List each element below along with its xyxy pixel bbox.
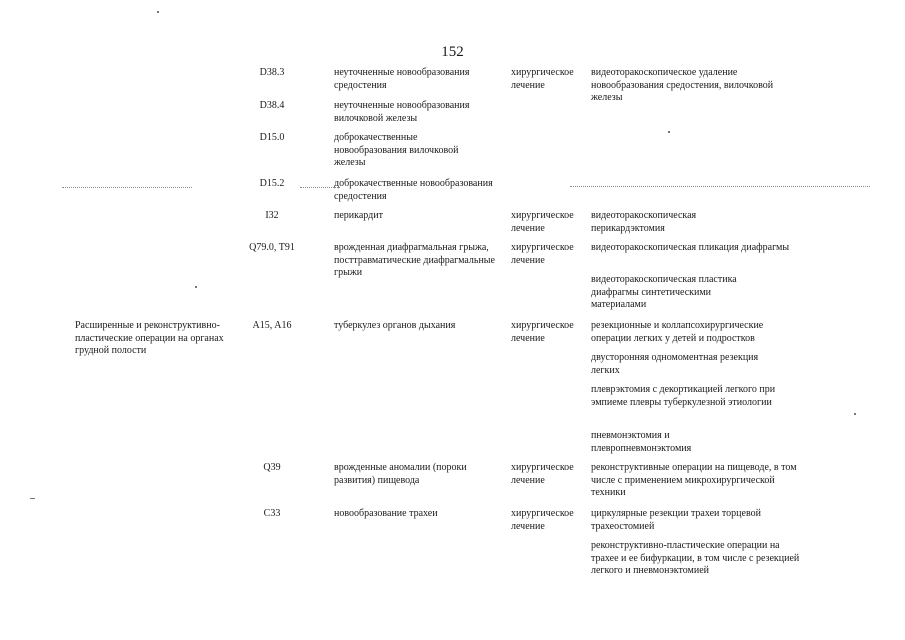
scan-artifact-line	[570, 186, 870, 188]
row-code: D15.0	[259, 132, 285, 143]
row-diagnosis: туберкулез органов дыхания	[334, 320, 456, 331]
page-number: 152	[441, 44, 464, 60]
row-diagnosis: доброкачественные новообразования средостения	[334, 178, 493, 202]
row-treatment-kind: хирургическое лечение	[511, 67, 574, 91]
row-code: D15.2	[259, 178, 285, 189]
row-treatment-kind: хирургическое лечение	[511, 320, 574, 344]
row-diagnosis: врожденные аномалии (пороки развития) пищевода	[334, 462, 467, 486]
row-code: C33	[263, 508, 281, 519]
row-method: пневмонэктомия и плевропневмонэктомия	[591, 430, 692, 454]
row-code: A15, A16	[252, 320, 292, 331]
row-method: реконструктивные операции на пищеводе, в том числе с применением микрохирургической техники	[591, 462, 797, 498]
scan-artifact-line	[62, 187, 192, 189]
scan-artifact-dot	[157, 11, 159, 13]
scan-artifact-line	[300, 187, 340, 189]
row-diagnosis: перикардит	[334, 210, 383, 221]
row-method: реконструктивно-пластические операции на трахее и ее бифуркации, в том числе с резекцией легкого и пневмонэктомией	[591, 540, 800, 576]
row-code: D38.3	[259, 67, 285, 78]
row-method: циркулярные резекции трахеи торцевой трахеостомией	[591, 508, 761, 532]
row-diagnosis: неуточненные новообразования вилочковой железы	[334, 100, 470, 124]
row-treatment-kind: хирургическое лечение	[511, 242, 574, 266]
row-method: резекционные и коллапсохирургические операции легких у детей и подростков	[591, 320, 764, 344]
scan-artifact-dot	[854, 413, 856, 415]
row-code: D38.4	[259, 100, 285, 111]
row-treatment-kind: хирургическое лечение	[511, 508, 574, 532]
row-method: двусторонняя одномоментная резекция легких	[591, 352, 759, 376]
row-treatment-kind: хирургическое лечение	[511, 210, 574, 234]
row-method: видеоторакоскопическая перикардэктомия	[591, 210, 697, 234]
row-method: видеоторакоскопическая пликация диафрагмы	[591, 242, 790, 253]
row-treatment-kind: хирургическое лечение	[511, 462, 574, 486]
section-title: Расширенные и реконструктивно-пластические операции на органах грудной полости	[75, 320, 224, 356]
row-method: видеоторакоскопическое удаление новообразования средостения, вилочковой железы	[591, 67, 774, 103]
row-method: видеоторакоскопическая пластика диафрагмы синтетическими материалами	[591, 274, 737, 310]
scan-artifact-dot	[30, 498, 35, 499]
scan-artifact-dot	[668, 131, 670, 133]
row-code: Q39	[263, 462, 281, 473]
row-diagnosis: доброкачественные новообразования вилочковой железы	[334, 132, 459, 168]
row-code: Q79.0, T91	[249, 242, 295, 253]
row-diagnosis: новообразование трахеи	[334, 508, 438, 519]
row-diagnosis: неуточненные новообразования средостения	[334, 67, 470, 91]
row-diagnosis: врожденная диафрагмальная грыжа, посттравматические диафрагмальные грыжи	[334, 242, 495, 278]
scan-artifact-dot	[195, 286, 197, 288]
row-code: I32	[265, 210, 279, 221]
row-method: плеврэктомия с декортикацией легкого при эмпиеме плевры туберкулезной этиологии	[591, 384, 776, 408]
